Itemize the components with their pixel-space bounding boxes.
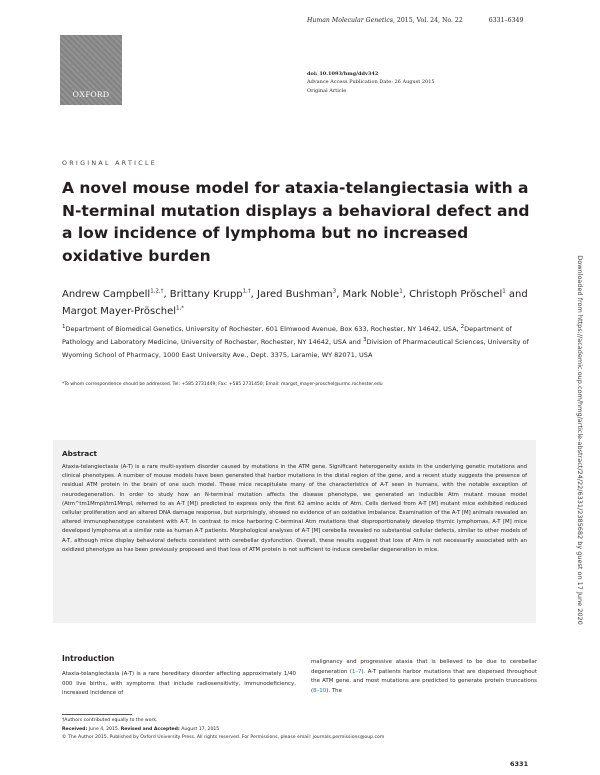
page-range: 6331–6349 bbox=[488, 17, 524, 24]
author: Mark Noble$^1$ bbox=[342, 288, 403, 300]
author: Andrew Campbell$^{1,2,\dagger}$ bbox=[62, 288, 164, 300]
author: Brittany Krupp$^{1,\dagger}$ bbox=[169, 288, 251, 300]
citation-link[interactable]: 8–10 bbox=[313, 687, 327, 694]
intro-paragraph: Ataxia-telangiectasia (A-T) is a rare hereditary disorder affecting approximately 1/40 000 live births, with symptoms that include radiosensitivity, immunodeficiency, increased incidence of bbox=[62, 671, 296, 697]
abstract-heading: Abstract bbox=[62, 449, 98, 458]
intro-paragraph-continued: malignancy and progressive ataxia that is believed to be due to cerebellar degeneration (1–7). A-T patients harbor mutations that are dispersed throughout the ATM gene, and most mutations are predicted to generate protein truncations (8–10). The bbox=[311, 659, 537, 694]
intro-column-left bbox=[62, 670, 296, 699]
introduction-heading: Introduction bbox=[62, 654, 115, 663]
author: Christoph Pröschel$^1$ bbox=[409, 288, 506, 300]
journal-citation bbox=[307, 17, 523, 24]
abstract-text: Ataxia-telangiectasia (A-T) is a rare multi-system disorder caused by mutations in the ATM gene. Significant heterogeneity exists in the underlying genetic mutations and clinical phenotypes. A number of mouse models have been generated that harbor mutations in the distal region of the gene, and a recent study suggests the presence of residual ATM protein in the brain of one such model. These mice recapitulate many of the characteristics of A-T seen in humans, with the notable exception of neurodegeneration. In order to study how an N-terminal mutation affects the disease phenotype, we generated an inducible Atm mutant mouse model (Atm^tm1Mmpl/tm1Mmpl, referred to as A-T [M]) predicted to express only the first 62 amino acids of Atm. Cells derived from A-T [M] mutant mice exhibited reduced cellular proliferation and an altered DNA damage response, but surprisingly, showed no evidence of an oxidative imbalance. Examination of the A-T [M] animals revealed an altered immunophenotype consistent with A-T. In contrast to mice harboring C-terminal Atm mutations that disproportionately develop thymic lymphomas, A-T [M] mice developed lymphoma at a similar rate as human A-T patients. Morphological analyses of A-T [M] cerebella revealed no substantial cellular defects, similar to other models of A-T, although mice display behavioral defects consistent with cerebellar dysfunction. Overall, these results suggest that loss of Atm is not necessarily associated with an oxidized phenotype as has been previously proposed and that loss of ATM protein is not sufficient to induce cerebellar degeneration in mice. bbox=[62, 464, 527, 553]
correspondence-note: *To whom correspondence should be addressed. Tel: +585 2731449; Fax: +585 2731450; Email: margot_mayer-proschel@urmc.rochester.edu bbox=[62, 382, 383, 387]
publisher-logo-text: OXFORD bbox=[72, 89, 110, 99]
article-title: A novel mouse model for ataxia-telangiectasia with a N-terminal mutation displays a behavioral defect and a low incidence of lymphoma but no increased oxidative burden bbox=[62, 179, 530, 265]
download-watermark-text: Downloaded from https://academic.oup.com/hmg/article-abstract/24/22/6331/2385682 by guest on 17 June 2020 bbox=[576, 255, 584, 625]
abstract-box bbox=[53, 440, 536, 623]
publication-date: Advance Access Publication Date: 26 August 2015 bbox=[307, 79, 435, 86]
received-dates: Received: June 4, 2015. Revised and Accepted: August 17, 2015 bbox=[62, 726, 220, 732]
author-list: Andrew Campbell$^{1,2,\dagger}$, Brittany Krupp$^{1,\dagger}$, Jared Bushman$^3$, Mark Noble$^1$, Christoph Pröschel$^1$ and Margot Mayer-Pröschel$^{1,*}$ bbox=[62, 288, 528, 317]
journal-name: Human Molecular Genetics bbox=[307, 17, 393, 24]
copyright-note: © The Author 2015. Published by Oxford University Press. All rights reserved. For Permissions, please email: journals.permissions@oup.com bbox=[62, 735, 385, 741]
section-kicker: ORIGINAL ARTICLE bbox=[62, 160, 158, 167]
footnote-divider bbox=[62, 714, 132, 715]
article-type: Original Article bbox=[307, 87, 347, 94]
equal-contribution-note: †Authors contributed equally to the work. bbox=[62, 718, 158, 723]
doi-link[interactable]: doi: 10.1093/hmg/ddv342 bbox=[307, 71, 379, 77]
author: Margot Mayer-Pröschel$^{1,*}$ bbox=[62, 305, 185, 317]
intro-column-right bbox=[311, 658, 537, 696]
article-meta bbox=[307, 70, 435, 95]
publisher-logo bbox=[60, 35, 122, 105]
page-number: 6331 bbox=[510, 760, 529, 768]
footnotes bbox=[62, 717, 542, 743]
citation-link[interactable]: 1–7 bbox=[351, 668, 362, 675]
journal-details: , 2015, Vol. 24, No. 22 bbox=[393, 17, 463, 24]
abstract-body bbox=[62, 463, 527, 555]
author: Jared Bushman$^3$ bbox=[257, 288, 337, 300]
affiliations: $^1$Department of Biomedical Genetics, University of Rochester, 601 Elmwood Avenue, Box 633, Rochester, NY 14642, USA, $^2$Department of Pathology and Laboratory Medicine, University of Rochester, Rochester, NY 14642, USA and $^3$Division of Pharmaceutical Sciences, University of Wyoming School of Pharmacy, 1000 East University Ave., Dept. 3375, Laramie, WY 82071, USA bbox=[62, 323, 529, 360]
